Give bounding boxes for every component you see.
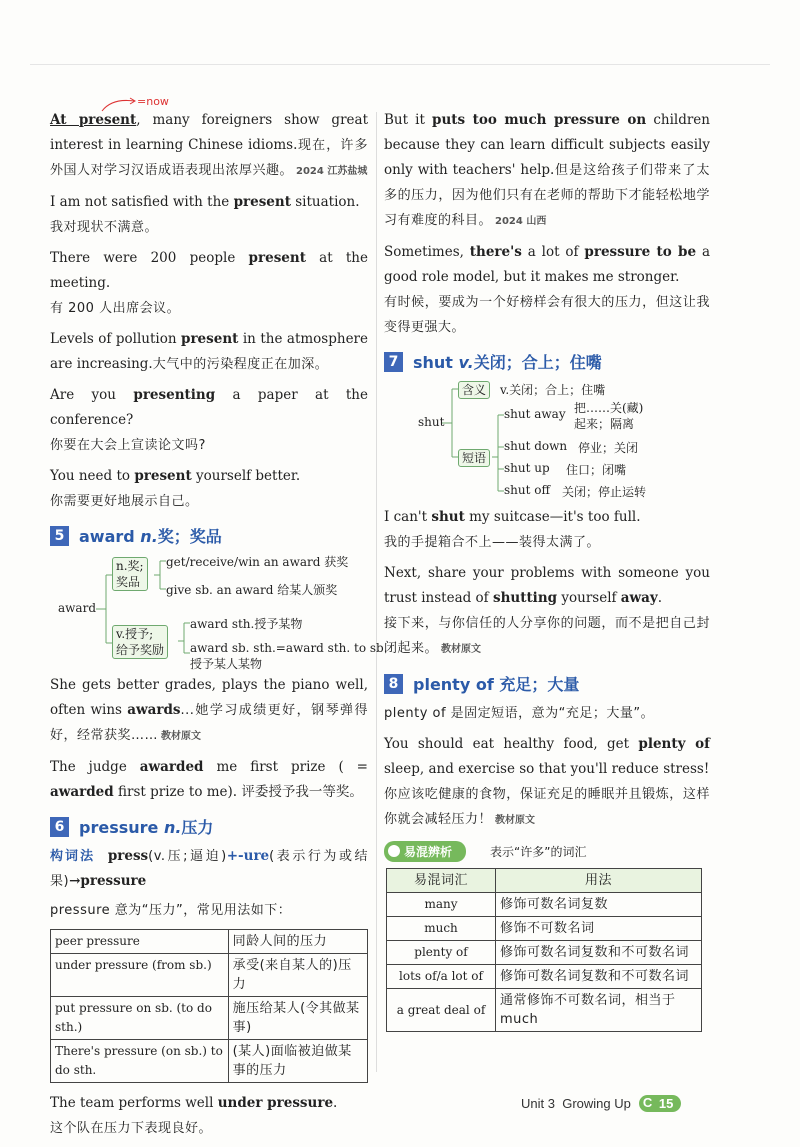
compare-badge: 易混辨析: [384, 841, 466, 862]
table-row: put pressure on sb. (to do sth.) 施压给某人(令其做某事): [51, 997, 368, 1040]
example-5: Are you presenting a paper at the conference? 你要在大会上宣读论文吗?: [50, 387, 368, 453]
noun-box: n.奖; 奖品: [112, 557, 148, 591]
heading-pressure: 6 pressure n.压力: [50, 815, 368, 838]
phrase-shut-up-m: 住口；闭嘴: [566, 463, 627, 477]
right-column: [384, 108, 710, 1040]
pressure-example: The team performs well under pressure. 这个队在压力下表现良好。: [50, 1095, 338, 1136]
top-rule: [30, 64, 770, 65]
plenty-intro: plenty of 是固定短语，意为“充足；大量”。: [384, 706, 655, 721]
pressure-example-2: But it puts too much pressure on children because they can learn difficult subjects easily only with teachers' help.但是这给孩子们带来了太多的压力，因为他们只有在老师的帮助下才能轻松地学习有难度的科目。 2024 山西: [384, 112, 710, 228]
compare-table: [386, 868, 702, 1032]
heading-award: 5 award n.奖；奖品: [50, 524, 368, 547]
phrase-shut-up: shut up: [504, 461, 550, 475]
word-formation: 构词法 press(v.压;逼迫)+-ure(表示行为或结果)→pressure: [50, 848, 368, 889]
heading-plenty: 8 plenty of 充足；大量: [384, 672, 710, 695]
phrase-box: 短语: [458, 449, 490, 467]
verb-box: v.授予; 给予奖励: [112, 625, 168, 659]
section-number: 5: [50, 526, 69, 546]
pressure-usage-table: [50, 929, 368, 1083]
footer-unit: Unit 3: [521, 1096, 555, 1111]
plenty-example: You should eat healthy food, get plenty of sleep, and exercise so that you'll reduce stress! 你应该吃健康的食物，保证充足的睡眠并且锻炼，这样你就会减轻压力！ 教材原文: [384, 736, 710, 827]
example-1: At present, many foreigners show great interest in learning Chinese idioms.现在，许多外国人对学习汉语成语表现出浓厚兴趣。 2024 江苏盐城: [50, 112, 368, 178]
phrase-shut-off: shut off: [504, 483, 551, 497]
compare-header: [384, 841, 710, 862]
table-row: There's pressure (on sb.) to do sth. (某人)面临被迫做某事的压力: [51, 1040, 368, 1083]
mindmap-root: award: [58, 601, 96, 615]
table-row: peer pressure 同龄人间的压力: [51, 930, 368, 954]
shut-example-1: I can't shut my suitcase—it's too full. 我的手提箱合不上——装得太满了。: [384, 509, 641, 550]
page-footer: [521, 1095, 681, 1112]
shut-mindmap: [384, 379, 710, 497]
award-mindmap: [50, 553, 388, 671]
table-row: much 修饰不可数名词: [387, 917, 702, 941]
phrase-shut-away-m1: 把……关(藏): [574, 401, 644, 415]
award-example-1: She gets better grades, plays the piano well, often wins awards...她学习成绩更好，钢琴弹得好，经常获奖…… 教材原文: [50, 677, 368, 743]
meaning-text: v.关闭；合上；住嘴: [500, 383, 606, 397]
table-header-row: 易混词汇 用法: [387, 869, 702, 893]
pressure-example-3: Sometimes, there's a lot of pressure to be a good role model, but it makes me stronger. 有时候，要成为一个好榜样会有很大的压力，但这让我变得更强大。: [384, 244, 710, 335]
table-row: lots of/a lot of 修饰可数名词复数和不可数名词: [387, 965, 702, 989]
noun-item-1: get/receive/win an award 获奖: [166, 555, 349, 569]
annotation-now: =now: [137, 95, 169, 108]
example-3: There were 200 people present at the meeting. 有 200 人出席会议。: [50, 250, 368, 316]
heading-shut: 7 shut v.关闭；合上；住嘴: [384, 350, 710, 373]
footer-title: Growing Up: [562, 1096, 631, 1111]
table-row: plenty of 修饰可数名词复数和不可数名词: [387, 941, 702, 965]
section-number: 7: [384, 352, 403, 372]
page-number: C 15: [639, 1095, 681, 1112]
section-number: 6: [50, 817, 69, 837]
phrase-shut-away-m2: 起来；隔离: [574, 417, 635, 431]
meaning-box: 含义: [458, 381, 490, 399]
award-example-2: The judge awarded me first prize ( = awarded first prize to me). 评委授予我一等奖。: [50, 759, 368, 800]
phrase-shut-down: shut down: [504, 439, 568, 453]
phrase-shut-down-m: 停业；关闭: [578, 441, 639, 455]
example-4: Levels of pollution present in the atmosphere are increasing.大气中的污染程度正在加深。: [50, 331, 368, 372]
phrase-shut-away: shut away: [504, 407, 566, 421]
table-row: under pressure (from sb.) 承受(来自某人的)压力: [51, 954, 368, 997]
shut-example-2: Next, share your problems with someone you trust instead of shutting yourself away. 接下来，与你信任的人分享你的问题，而不是把自己封闭起来。 教材原文: [384, 565, 710, 656]
verb-item-2: award sb. sth.=award sth. to sb.: [190, 641, 388, 655]
column-divider: [376, 112, 377, 1072]
table-row: a great deal of 通常修饰不可数名词，相当于 much: [387, 989, 702, 1032]
pressure-intro: pressure 意为“压力”，常见用法如下：: [50, 903, 292, 918]
table-row: many 修饰可数名词复数: [387, 893, 702, 917]
verb-item-1: award sth.授予某物: [190, 617, 303, 631]
phrase-shut-off-m: 关闭；停止运转: [562, 485, 647, 499]
mindmap-root: shut: [418, 415, 445, 429]
section-number: 8: [384, 674, 403, 694]
left-column: [50, 108, 388, 1147]
noun-item-2: give sb. an award 给某人颁奖: [166, 583, 338, 597]
example-2: I am not satisfied with the present situation. 我对现状不满意。: [50, 194, 360, 235]
verb-item-2-zh: 授予某人某物: [190, 657, 263, 671]
example-6: You need to present yourself better. 你需要更好地展示自己。: [50, 468, 301, 509]
compare-title: 表示“许多”的词汇: [490, 845, 587, 859]
